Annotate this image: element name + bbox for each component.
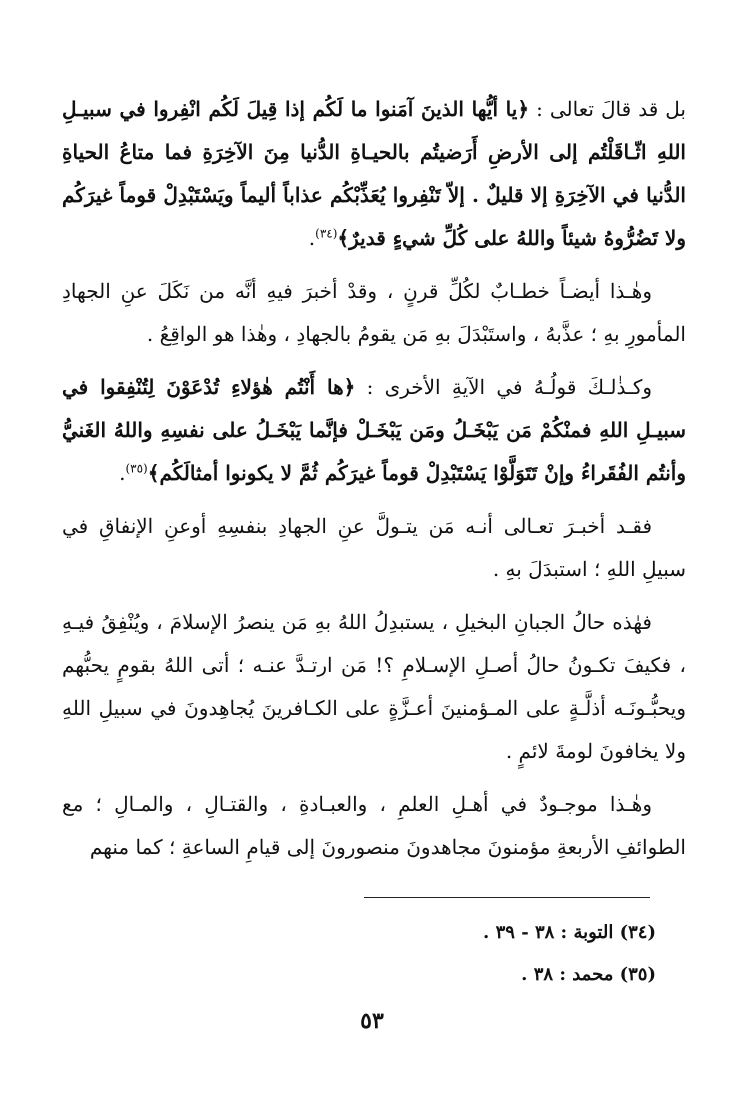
paragraph-text: فهٰذه حالُ الجبانِ البخيلِ ، يستبدِلُ اللهُ بهِ مَن ينصرُ الإسلامَ ، ويُنْفِقُ فيـهِ ، فكيفَ تكـونُ حالُ أصـلِ الإسـلامِ ؟! مَن ارتـدَّ عنـه ؛ أتى اللهُ بقومٍ يحبُّهم ويحبُّـونَـه أذلَّـةٍ على المـؤمنينَ أعـزَّةٍ على الكـافرينَ يُجاهِدونَ في سبيلِ اللهِ ولا يخافونَ لومةَ لائمٍ . — [62, 610, 686, 763]
quran-quote-tawbah: ﴿يا أيُّها الذينَ آمَنوا ما لَكُم إذا قِيلَ لَكُم انْفِروا في سبيـلِ اللهِ اثّـاقَلْتُم إلى الأرضِ أَرَضيتُم بالحيـاةِ الدُّنيا مِنَ الآخِرَةِ فما متاعُ الحياةِ الدُّنيا في الآخِرَةِ إلا قليلٌ . إلاّ تَنْفِروا يُعَذِّبْكُم عذاباً أليماً ويَسْتَبْدِلْ قوماً غيرَكُم ولا تَضُرُّوهُ شيئاً واللهُ على كُلِّ شيءٍ قديرٌ﴾ — [62, 97, 686, 250]
paragraph-tawbah-verse — [62, 88, 686, 260]
paragraph-address-every-generation — [62, 270, 686, 356]
paragraph-intro: وكـذٰلـكَ قولُـهُ في الآيةِ الأخرى : — [355, 375, 652, 399]
paragraph-text: فقـد أخبـرَ تعـالى أنـه مَن يتـولَّ عنِ الجهادِ بنفسِهِ أوعنِ الإنفاقِ في سبيلِ اللهِ ؛ استبدَلَ بهِ . — [62, 514, 686, 581]
footnote-ref-34: (٣٤) — [315, 226, 338, 241]
paragraph-coward-miser — [62, 601, 686, 773]
paragraph-text: وهٰـذا موجـودٌ في أهـلِ العلمِ ، والعبـادةِ ، والقتـالِ ، والمـالِ ؛ مع الطوائفِ الأربعةِ مؤمنونَ مجاهدونَ منصورونَ إلى قيامِ الساعةِ ؛ كما منهم — [62, 792, 686, 859]
paragraph-end: . — [119, 461, 126, 485]
footnotes — [300, 912, 676, 996]
footnote-34: (٣٤) التوبة : ٣٨ - ٣٩ . — [483, 922, 656, 943]
quran-quote-muhammad: ﴿ها أَنْتُم هٰؤلاءِ تُدْعَوْنَ لِتُنْفِقوا في سبيـلِ اللهِ فمنْكُمْ مَن يَبْخَـلُ ومَن يَبْخَـلْ فإنَّما يَبْخَـلُ على نفسِهِ واللهُ الغَنيُّ وأنتُم الفُقَراءُ وإنْ تَتَوَلَّوْا يَسْتَبْدِلْ قوماً غيرَكُم ثُمَّ لا يكونوا أمثالَكُم﴾ — [62, 375, 686, 485]
paragraph-replacement — [62, 505, 686, 591]
paragraph-four-groups — [62, 783, 686, 869]
footnote-35: (٣٥) محمد : ٣٨ . — [521, 964, 656, 985]
footnote-ref-35: (٣٥) — [125, 461, 148, 476]
paragraph-text: وهٰـذا أيضـاً خطـابٌ لكُلِّ قرنٍ ، وقدْ أخبرَ فيهِ أنَّه من نَكَلَ عنِ الجهادِ المأمورِ بهِ ؛ عذَّبهُ ، واستَبْدَلَ بهِ مَن يقومُ بالجهادِ ، وهٰذا هو الواقِعُ . — [62, 279, 686, 346]
paragraph-end: . — [308, 226, 316, 250]
main-text — [62, 88, 686, 879]
paragraph-intro: بل قد قالَ تعالى : — [529, 97, 686, 121]
paragraph-muhammad-verse — [62, 366, 686, 495]
footnote-separator — [364, 897, 650, 898]
page-number: ٥٣ — [360, 1008, 384, 1034]
